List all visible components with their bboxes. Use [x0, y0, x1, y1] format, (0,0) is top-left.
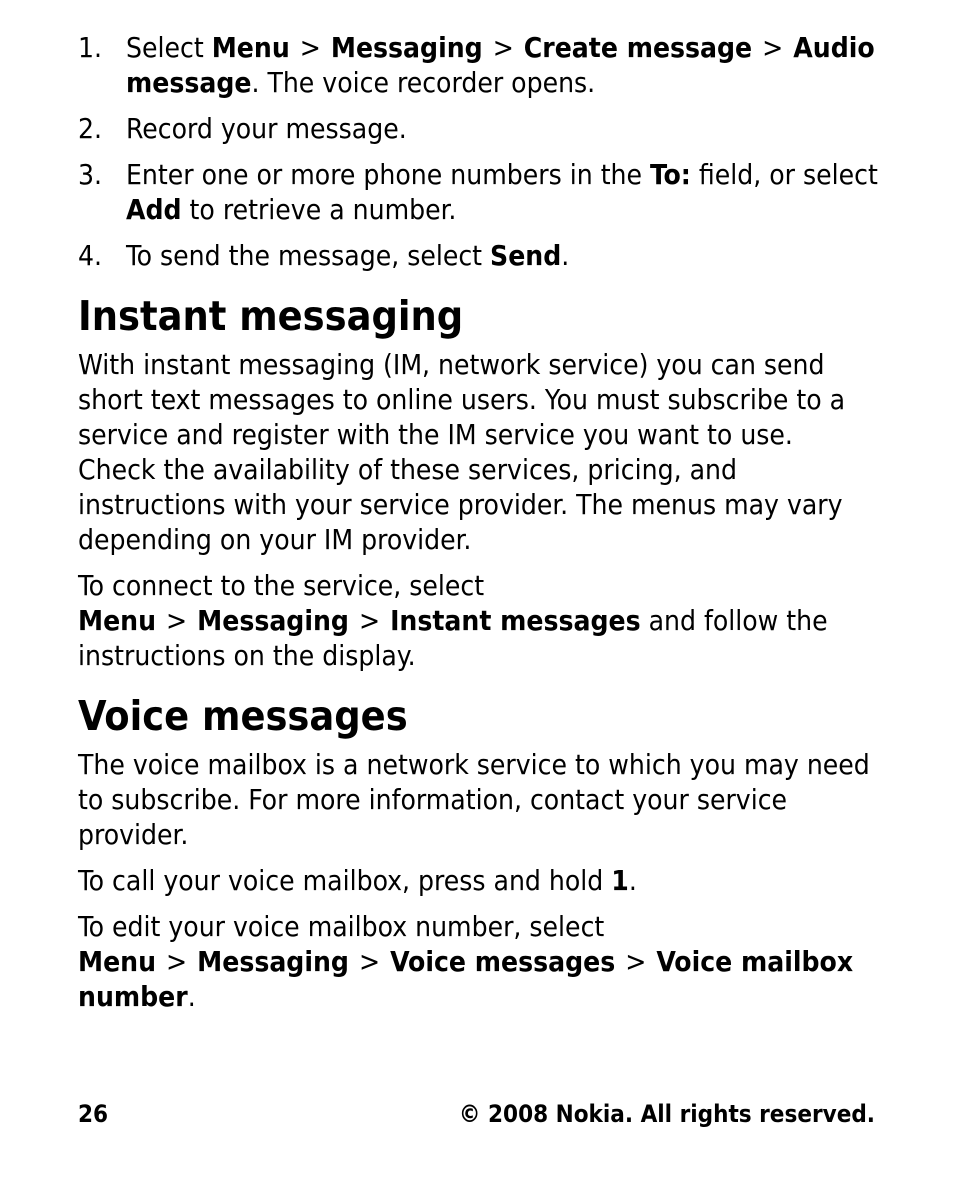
menu-path-create-message: Create message: [523, 31, 753, 64]
menu-path-menu: Menu: [211, 31, 290, 64]
path-separator: >: [166, 604, 188, 637]
menu-path-voice-mailbox-number: Voice mailbox number: [78, 945, 854, 1013]
step-item: [78, 30, 878, 100]
path-separator: >: [358, 945, 381, 978]
to-field-label: To:: [650, 158, 691, 191]
menu-path-messaging: Messaging: [197, 945, 349, 978]
paragraph-text: .: [628, 864, 637, 897]
paragraph-text: .: [187, 980, 196, 1013]
menu-path-messaging: Messaging: [330, 31, 483, 64]
instant-messaging-section: [78, 291, 878, 673]
menu-path-instant-messages: Instant messages: [390, 604, 641, 637]
add-option-label: Add: [126, 193, 182, 226]
paragraph-text: To connect to the service, select: [78, 569, 485, 602]
paragraph-text: To call your voice mailbox, press and hold: [78, 864, 612, 897]
send-option-label: Send: [490, 239, 562, 272]
step-number: 4.: [78, 239, 103, 272]
path-separator: >: [299, 31, 321, 64]
paragraph: [78, 568, 878, 673]
path-separator: >: [762, 31, 784, 64]
step-text: .: [561, 239, 570, 272]
step-text: To send the message, select: [126, 239, 491, 272]
paragraph: The voice mailbox is a network service to which you may need to subscribe. For more information, contact your service provider.: [78, 748, 870, 851]
menu-path-menu: Menu: [78, 945, 157, 978]
step-text: field, or select: [690, 158, 878, 191]
paragraph-text: and follow the instructions on the display.: [78, 604, 828, 672]
step-number: 2.: [78, 112, 103, 145]
step-number: 3.: [78, 158, 103, 191]
voice-messages-section: [78, 691, 878, 1014]
page-number: 26: [78, 1100, 109, 1128]
paragraph: With instant messaging (IM, network service) you can send short text messages to online users. You must subscribe to a service and register with the IM service you want to use. Check the availability of these services, pricing, and instructions with your service provider. The menus may vary depending on your IM provider.: [78, 348, 846, 556]
paragraph: [78, 863, 878, 898]
menu-path-audio-message: Audio message: [126, 31, 875, 99]
copyright-notice: © 2008 Nokia. All rights reserved.: [458, 1100, 875, 1128]
section-heading: Instant messaging: [78, 292, 464, 340]
step-item: [78, 111, 878, 146]
paragraph-text: To edit your voice mailbox number, select: [78, 910, 605, 943]
path-separator: >: [166, 945, 188, 978]
step-text: . The voice recorder opens.: [251, 66, 596, 99]
key-label: 1: [611, 864, 629, 897]
step-item: [78, 157, 878, 227]
path-separator: >: [625, 945, 647, 978]
step-text: Record your message.: [126, 112, 407, 145]
step-text: Enter one or more phone numbers in the: [126, 158, 651, 191]
page-footer: [78, 1100, 875, 1128]
audio-message-steps: [78, 30, 878, 273]
section-heading: Voice messages: [78, 692, 408, 740]
menu-path-menu: Menu: [78, 604, 157, 637]
paragraph: [78, 909, 878, 1014]
path-separator: >: [358, 604, 381, 637]
step-text: Select: [126, 31, 212, 64]
step-number: 1.: [78, 31, 103, 64]
page-content: [78, 30, 878, 1025]
path-separator: >: [492, 31, 514, 64]
step-item: [78, 238, 878, 273]
menu-path-messaging: Messaging: [197, 604, 349, 637]
menu-path-voice-messages: Voice messages: [390, 945, 616, 978]
step-text: to retrieve a number.: [181, 193, 457, 226]
